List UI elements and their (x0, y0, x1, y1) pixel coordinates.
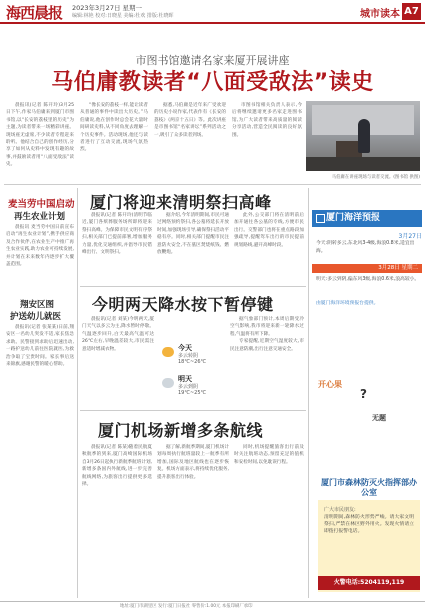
notice-greeting: 广大市民朋友: (324, 507, 356, 513)
weather-widget (160, 341, 220, 403)
section4-col-1: 晨报讯(记者 陈某)随着民航夏秋航季的到来,厦门高崎国际机场自3月26日起执行新航季航班计划,新增多条国内外航线,进一步完善航线网络,为旅客出行提供更多选择。 (82, 445, 152, 488)
lead-col-3: 据悉,马伯庸是近年来广受欢迎的历史小说作家,代表作有《长安的荔枝》《两京十五日》等。此次讲座是市图书馆“名家讲坛”系列活动之一,吸引了众多读者到场。 (154, 103, 226, 138)
forecast-date: 3月27日 (398, 233, 422, 240)
weather-desc: 多云到阴 (178, 384, 199, 390)
divider (80, 286, 306, 287)
forecast-tomorrow: 明天:多云到阴,偏东风3级,海浪0.6米,浪高较小。 (316, 277, 420, 282)
lead-col-4: 市图书馆相关负责人表示,今后将继续邀请更多名家走进图书馆,为广大读者带来高质量的阅读分享活动,营造全民阅读的良好氛围。 (232, 103, 302, 138)
section3-headline: 今明两天降水按下暂停键 (92, 295, 274, 314)
photo-speaker (358, 119, 370, 153)
side-story-2-title: 护送幼儿就医 (10, 312, 62, 322)
photo-audience (306, 157, 420, 171)
weather-temp: 18℃~26℃ (178, 359, 207, 365)
divider (80, 410, 306, 411)
issue-date: 2023年3月27日 星期一 (72, 4, 143, 12)
lead-col-2: “像长安的荔枝一样,能让读者从普通的事件中读出大历史。”马伯庸说,他在创作时总会花大量时间研读史料,从不同角度去理解一个历史事件。活动现场,他还与读者进行了互动交流,现场气氛热烈。 (80, 103, 148, 153)
forecast-note: 由厦门海洋环境预报台提供。 (316, 301, 379, 306)
weather-temp: 19℃~25℃ (178, 390, 207, 396)
section3-col-1: 晨报讯(记者 刘某)今明两天,厦门天气以多云为主,降水暂时停歇。气温逐步回升,白天最高气温可达26℃左右,早晚温差较大,市民需注意适时增减衣物。 (82, 317, 154, 352)
section2-col-2: 据介绍,今年清明期间,市民可通过网络预约祭扫,各公墓将延长开放时间,加强现场引导,确保祭扫活动平稳有序。同时,相关部门提醒市民注意防火安全,不在墓区焚烧纸钱、燃放鞭炮。 (157, 213, 229, 256)
notice-title: 厦门市森林防灭火指挥部办公室 (321, 478, 417, 497)
sun-cloud-icon (162, 347, 174, 357)
masthead (0, 0, 425, 24)
forecast-header: 厦门海洋预报 (312, 210, 422, 227)
weather-tomorrow (160, 372, 220, 402)
side-story-subtitle: 再生农业计划 (14, 212, 66, 222)
photo-caption: 马伯庸在讲座现场与读者交流。(图书馆 供图) (331, 175, 420, 180)
notice-phone: 火警电话:5204119,119 (318, 576, 420, 590)
weather-desc: 多云转阴 (178, 353, 199, 359)
divider (4, 184, 421, 185)
page-number: A7 (402, 3, 421, 20)
forecast-today: 今天:阴转多云,东北风3-4级,海浪0.8米,适宜出海。 (316, 241, 415, 254)
side-story-2-kicker: 翔安区图 (20, 300, 55, 310)
lecture-photo (306, 101, 420, 171)
side-story-body: 晨报讯 麦当劳中国日前宣布启动“再生农业计划”,携手供应商及合作伙伴,在农业生产中推广再生农业实践,助力农业可持续发展,并计划在未来数年内逐步扩大覆盖范围。 (6, 225, 74, 268)
section4-col-3: 同时,机场提醒旅客出行前及时关注航班动态,预留充足的值机和安检时间,以免耽误行程。 (234, 445, 304, 465)
notice-box (318, 500, 420, 592)
weather-day-label: 明天 (178, 375, 192, 383)
newspaper-logo: 海西晨报 (6, 4, 63, 22)
notice-body: 清明期间,森林防火形势严峻。请大家文明祭扫,严禁在林区野外用火。发现火情请立即拨打报警电话。 (324, 515, 414, 535)
section4-col-2: 据了解,新航季期间,厦门机场计划每周执行航班量较上一航季有所增加,国际及地区航线也在逐步恢复。机场方面表示,将持续优化服务,提升旅客出行体验。 (157, 445, 229, 480)
lead-col-1: 晨报讯(记者 陈开玲)3月25日下午,作家马伯庸来到厦门市图书馆,以“长安的荔枝里的历史”为主题,为读者带来一场精彩讲座。现场座无虚席,不少读者专程赶来聆听。他结合自己的创作经历,分享了如何从史料中发现有趣的故事,并鼓励读者用“八面受敌法”读史。 (6, 103, 74, 168)
section3-col-2: 据气象部门预计,本周后期受冷空气影响,我市将迎来新一轮降水过程,气温将有所下降。 专家提醒,近期空气湿度较大,市民注意防潮,出行注意交通安全。 (230, 317, 304, 352)
editor-credits: 编辑:林艳 校对:日晓星 美编:杜欢 排版:杜晓晖 (72, 13, 174, 19)
weather-today (160, 341, 220, 371)
section2-col-3: 此外,公交部门将在清明前后加开通往各公墓的专线,方便市民出行。交警部门也将在重点路段加强疏导,提醒驾车出行的市民提前规划路线,避开高峰时段。 (234, 213, 304, 248)
cartoon-panel (316, 379, 420, 449)
page-footer: 地址:厦门市湖里区 发行:厦门日报社 零售价:1.00元 本报印刷厂承印 (0, 601, 425, 611)
section2-headline: 厦门将迎来清明祭扫高峰 (90, 193, 272, 212)
column-divider (77, 188, 78, 598)
section-title: 城市读本 (360, 9, 400, 20)
lead-headline: 马伯庸教读者“八面受敌法”读史 (51, 70, 374, 95)
cartoon-mark: ? (360, 387, 367, 401)
side-story-2-body: 晨报讯(记者 张某某)日前,翔安区一名幼儿突发不适,家长焦急求助。民警接到求助后迅速出动,一路护送幼儿前往医院就医,为救治争取了宝贵时间。家长事后送来锦旗,感谢民警的暖心帮助。 (6, 325, 74, 368)
forecast-band: 3月28日 星期二 (312, 264, 422, 273)
section4-headline: 厦门机场新增多条航线 (98, 421, 264, 440)
lead-kicker: 市图书馆邀请名家来厦开展讲座 (135, 54, 290, 67)
cartoon-caption: 无题 (372, 414, 386, 422)
column-divider (308, 188, 309, 598)
cloud-icon (162, 378, 174, 388)
weather-day-label: 今天 (178, 344, 192, 352)
cartoon-title: 开心果 (318, 380, 342, 389)
section2-col-1: 晨报讯(记者 陈开玲)清明节临近,厦门各殡葬服务场所即将迎来祭扫高峰。为保障市民文明有序祭扫,相关部门已提前部署,增加服务力量,优化交通组织,并倡导市民错峰出行、文明祭扫。 (82, 213, 152, 256)
side-story-title: 麦当劳中国启动 (8, 199, 75, 210)
